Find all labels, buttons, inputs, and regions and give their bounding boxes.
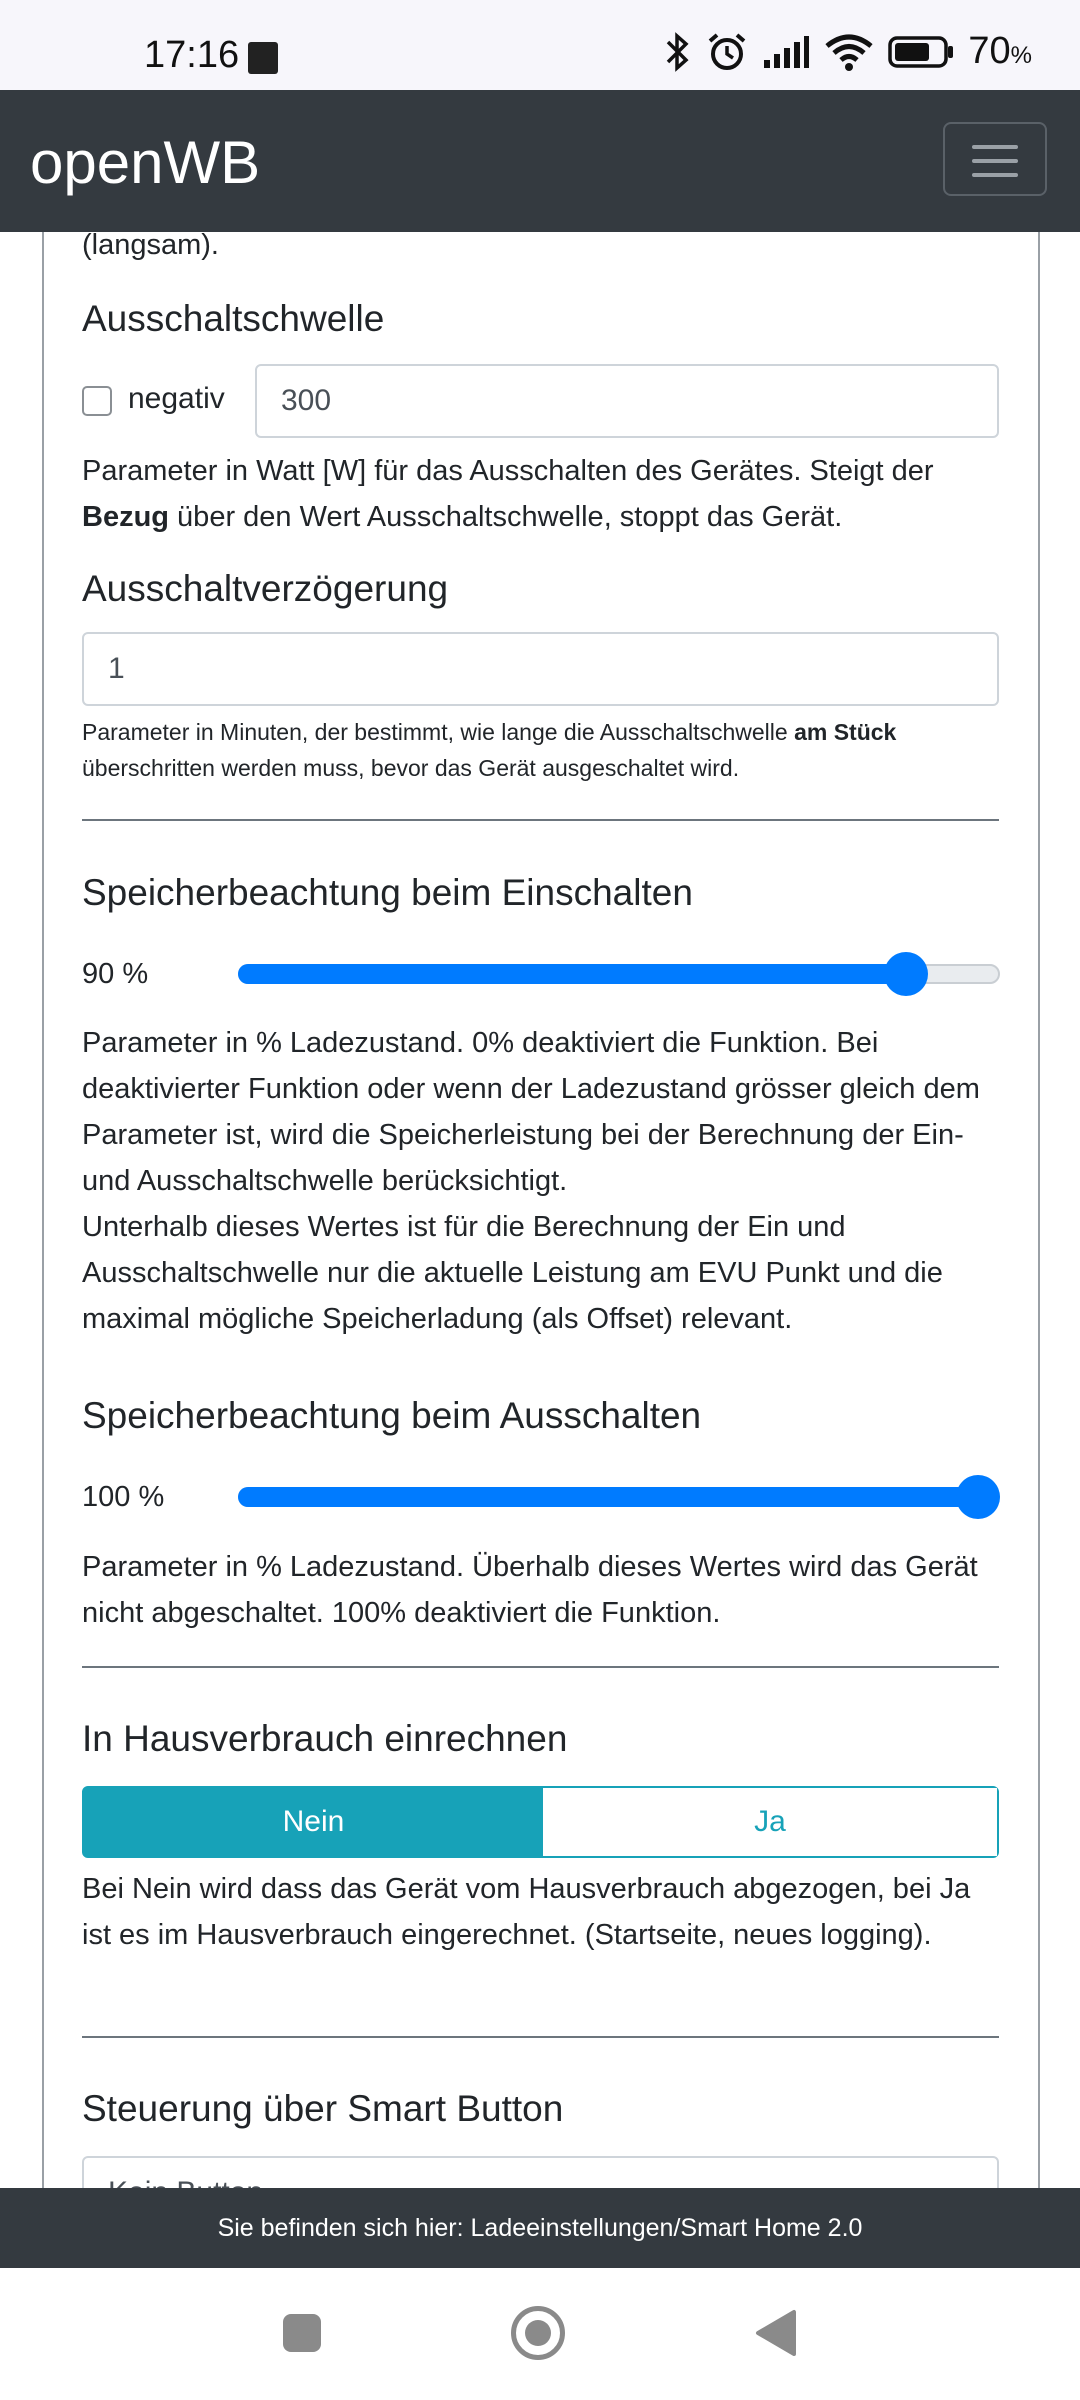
ausschaltschwelle-input[interactable]: 300	[255, 364, 999, 438]
bluetooth-icon	[662, 32, 692, 72]
hamburger-icon	[972, 173, 1018, 177]
hamburger-icon	[972, 145, 1018, 149]
brand[interactable]: openWB	[30, 129, 261, 196]
ja-button[interactable]: Ja	[543, 1788, 997, 1856]
ausschaltschwelle-title: Ausschaltschwelle	[82, 298, 385, 339]
settings-content	[0, 229, 1080, 2188]
hamburger-icon	[972, 159, 1018, 163]
status-icons	[662, 30, 1032, 73]
help-text: überschritten werden muss, bevor das Gerät ausgeschaltet wird.	[82, 755, 740, 781]
divider	[82, 1666, 999, 1668]
partial-text: (langsam).	[82, 229, 219, 261]
divider	[82, 2036, 999, 2038]
negativ-label: negativ	[128, 382, 225, 415]
nein-button[interactable]: Nein	[84, 1788, 543, 1856]
speicher-ein-help-2: Unterhalb dieses Wertes ist für die Berechnung der Ein und Ausschaltschwelle nur die aktuelle Leistung am EVU Punkt und die maximal mögliche Speicherladung (als Offset) relevant.	[82, 1211, 943, 1335]
speicher-ein-title: Speicherbeachtung beim Einschalten	[82, 872, 693, 913]
aldi-app-icon	[248, 42, 278, 74]
menu-toggle-button[interactable]	[943, 122, 1047, 196]
ausschaltverzoegerung-input[interactable]: 1	[82, 632, 999, 706]
signal-icon	[762, 34, 810, 70]
wifi-icon	[824, 32, 874, 72]
hausverbrauch-toggle	[82, 1786, 999, 1858]
speicher-aus-help: Parameter in % Ladezustand. Überhalb dieses Wertes wird das Gerät nicht abgeschaltet. 100% deaktiviert die Funktion.	[82, 1551, 978, 1629]
smart-button-title: Steuerung über Smart Button	[82, 2088, 564, 2129]
help-bold: am Stück	[794, 719, 897, 745]
help-text: Parameter in Watt [W] für das Ausschalten des Gerätes. Steigt der	[82, 455, 934, 487]
battery-icon	[888, 35, 954, 69]
home-button[interactable]	[511, 2306, 565, 2360]
help-bold: Bezug	[82, 501, 169, 533]
speicher-ein-value: 90 %	[82, 958, 149, 990]
system-navigation-bar	[0, 2268, 1080, 2400]
ausschaltschwelle-help	[82, 448, 1002, 540]
divider	[82, 819, 999, 821]
slider-fill	[238, 964, 906, 984]
alarm-icon	[706, 31, 748, 73]
help-text: Parameter in Minuten, der bestimmt, wie lange die Ausschaltschwelle	[82, 719, 795, 745]
battery-unit: %	[1010, 42, 1032, 69]
hausverbrauch-help: Bei Nein wird dass das Gerät vom Hausverbrauch abgezogen, bei Ja ist es im Hausverbrauch eingerechnet. (Startseite, neues logging).	[82, 1873, 971, 1951]
speicher-ein-help: Parameter in % Ladezustand. 0% deaktiviert die Funktion. Bei deaktivierter Funktion oder wenn der Ladezustand grösser gleich dem Parameter ist, wird die Speicherleistung bei der Berechnung der Ein- und Ausschaltschwelle berücksichtigt.	[82, 1027, 980, 1197]
navbar	[0, 90, 1080, 232]
status-bar	[0, 0, 1080, 90]
battery-value: 70	[968, 30, 1011, 72]
ausschaltverzoegerung-help	[82, 714, 1002, 786]
negativ-checkbox[interactable]	[82, 386, 112, 416]
speicher-aus-value: 100 %	[82, 1481, 165, 1513]
speicher-aus-title: Speicherbeachtung beim Ausschalten	[82, 1395, 702, 1436]
slider-thumb[interactable]	[884, 952, 928, 996]
status-time: 17:16	[144, 34, 240, 76]
battery-percentage	[968, 30, 1032, 73]
speicher-aus-slider[interactable]	[238, 1467, 1000, 1527]
slider-fill	[238, 1487, 978, 1507]
back-button[interactable]	[754, 2308, 798, 2358]
speicher-ein-slider[interactable]	[238, 944, 1000, 1004]
ausschaltverzoegerung-title: Ausschaltverzögerung	[82, 568, 449, 609]
help-text: über den Wert Ausschaltschwelle, stoppt das Gerät.	[169, 501, 843, 533]
slider-thumb[interactable]	[956, 1475, 1000, 1519]
footer-breadcrumb: Sie befinden sich hier: Ladeeinstellungen/Smart Home 2.0	[0, 2188, 1080, 2268]
hausverbrauch-title: In Hausverbrauch einrechnen	[82, 1718, 568, 1759]
recents-button[interactable]	[283, 2314, 321, 2352]
